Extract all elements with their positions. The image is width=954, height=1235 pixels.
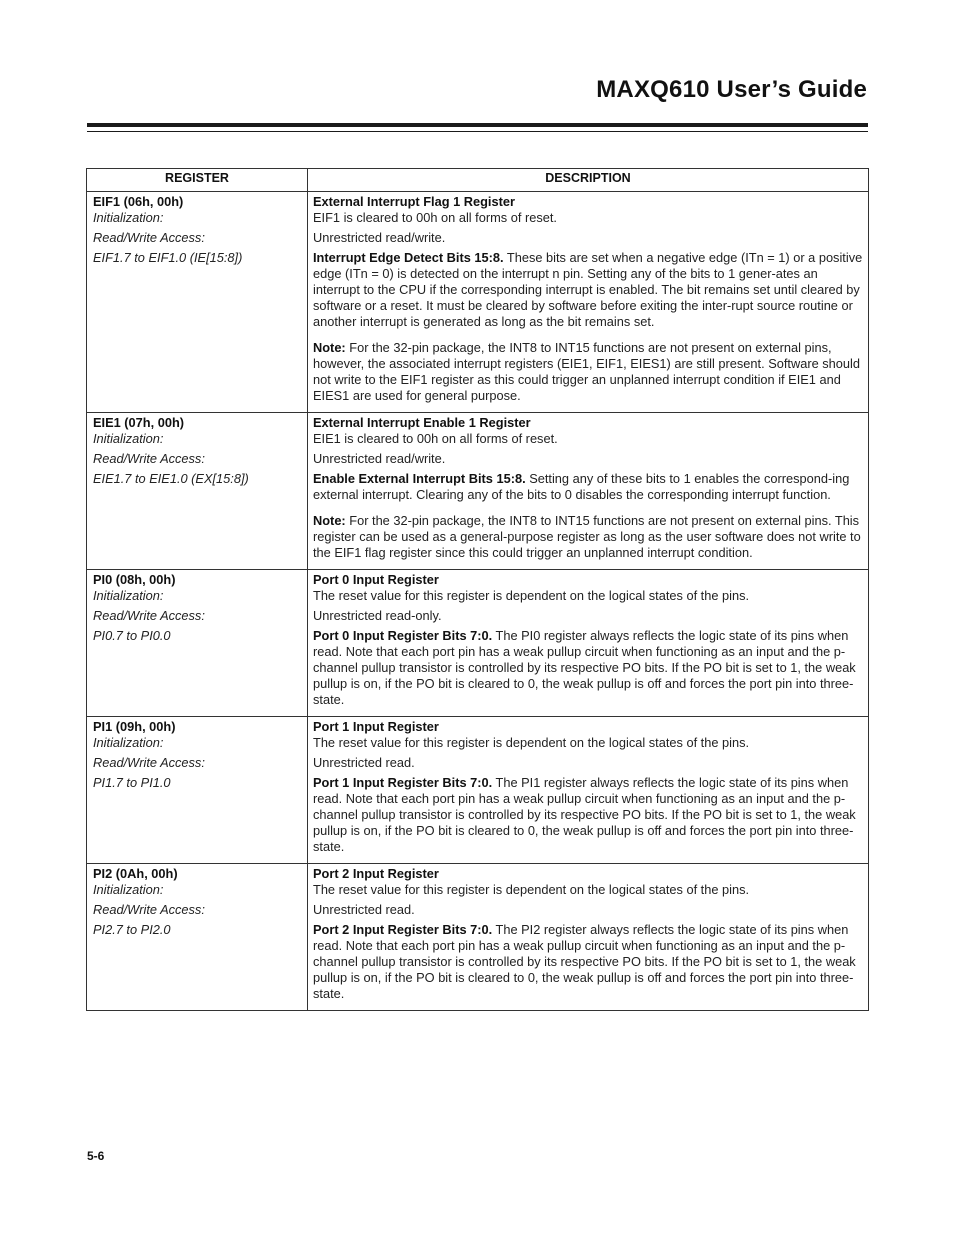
table-row: [87, 570, 869, 717]
table-row: [87, 192, 869, 413]
initialization-label: Initialization:: [93, 735, 164, 750]
initialization-label: Initialization:: [93, 431, 164, 446]
bits-description: [313, 471, 864, 503]
description-cell: [308, 864, 869, 1011]
register-bits-label: EIE1.7 to EIE1.0 (EX[15:8]): [93, 471, 249, 486]
register-cell: [87, 864, 308, 1011]
bits-description-text: The PI1 register always reflects the logic state of its pins when read. Note that each port pin has a weak pullup circuit when functioning as an input and the p-channel pullup transistor is controlled by its respective PO bits. If the PO bit is set to 1, the weak pullup is on, if the PO bit is cleared to 0, the weak pullup is off and forces the port pin into three-state.: [313, 775, 856, 854]
read-write-access-label: Read/Write Access:: [93, 451, 205, 466]
bits-description: [313, 628, 864, 708]
bits-description-lead: Port 0 Input Register Bits 7:0.: [313, 628, 493, 643]
description-cell: [308, 717, 869, 864]
read-write-access-text: Unrestricted read/write.: [313, 451, 446, 466]
initialization-text: EIF1 is cleared to 00h on all forms of reset.: [313, 210, 557, 225]
description-title: Port 2 Input Register: [313, 866, 439, 881]
bits-description-text: These bits are set when a negative edge (ITn = 1) or a positive edge (ITn = 0) is detected on the interrupt n pin. Setting any of the bits to 1 gener-ates an interrupt to the CPU if the corresponding interrupt is enabled. The bit remains set until cleared by software or a reset. It must be cleared by software before exiting the inter-rupt source routine or another interrupt is generated as long as the bit remains set.: [313, 250, 863, 329]
description-cell: [308, 413, 869, 570]
read-write-access-label: Read/Write Access:: [93, 755, 205, 770]
bits-description-text: The PI2 register always reflects the logic state of its pins when read. Note that each port pin has a weak pullup circuit when functioning as an input and the p-channel pullup transistor is controlled by its respective PO bits. If the PO bit is set to 1, the weak pullup is on, if the PO bit is cleared to 0, the weak pullup is off and forces the port pin into three-state.: [313, 922, 856, 1001]
read-write-access-text: Unrestricted read.: [313, 755, 415, 770]
register-bits-label: PI0.7 to PI0.0: [93, 628, 171, 643]
header-rule-thin: [87, 131, 868, 132]
read-write-access-text: Unrestricted read/write.: [313, 230, 446, 245]
table-row: [87, 717, 869, 864]
note-paragraph: [313, 513, 864, 561]
register-bits-label: PI2.7 to PI2.0: [93, 922, 171, 937]
register-cell: [87, 192, 308, 413]
initialization-text: The reset value for this register is dependent on the logical states of the pins.: [313, 588, 750, 603]
register-name: PI1 (09h, 00h): [93, 719, 176, 734]
register-name: EIF1 (06h, 00h): [93, 194, 184, 209]
register-cell: [87, 717, 308, 864]
read-write-access-text: Unrestricted read.: [313, 902, 415, 917]
bits-description-text: The PI0 register always reflects the logic state of its pins when read. Note that each port pin has a weak pullup circuit when functioning as an input and the p-channel pullup transistor is controlled by its respective PO bits. If the PO bit is set to 1, the weak pullup is on, if the PO bit is cleared to 0, the weak pullup is off and forces the port pin into three-state.: [313, 628, 856, 707]
table-header-row: [87, 169, 869, 192]
register-bits-label: PI1.7 to PI1.0: [93, 775, 171, 790]
register-cell: [87, 413, 308, 570]
table-row: [87, 864, 869, 1011]
description-title: External Interrupt Flag 1 Register: [313, 194, 515, 209]
bits-description: [313, 250, 864, 330]
initialization-label: Initialization:: [93, 588, 164, 603]
register-name: EIE1 (07h, 00h): [93, 415, 185, 430]
initialization-label: Initialization:: [93, 210, 164, 225]
read-write-access-label: Read/Write Access:: [93, 902, 205, 917]
bits-description-lead: Port 2 Input Register Bits 7:0.: [313, 922, 493, 937]
initialization-text: The reset value for this register is dependent on the logical states of the pins.: [313, 735, 750, 750]
description-title: Port 0 Input Register: [313, 572, 439, 587]
column-header-register: REGISTER: [87, 169, 308, 192]
bits-description-lead: Enable External Interrupt Bits 15:8.: [313, 471, 526, 486]
bits-description-text: Setting any of these bits to 1 enables the correspond-ing external interrupt. Clearing any of the bits to 0 disables the corresponding interrupt function.: [313, 471, 850, 502]
initialization-text: EIE1 is cleared to 00h on all forms of reset.: [313, 431, 558, 446]
table-row: [87, 413, 869, 570]
initialization-text: The reset value for this register is dependent on the logical states of the pins.: [313, 882, 750, 897]
header-rule-thick: [87, 123, 868, 127]
register-bits-label: EIF1.7 to EIF1.0 (IE[15:8]): [93, 250, 243, 265]
register-name: PI0 (08h, 00h): [93, 572, 176, 587]
description-cell: [308, 570, 869, 717]
read-write-access-text: Unrestricted read-only.: [313, 608, 442, 623]
column-header-description: DESCRIPTION: [308, 169, 869, 192]
note-paragraph: [313, 340, 864, 404]
read-write-access-label: Read/Write Access:: [93, 608, 205, 623]
bits-description-lead: Interrupt Edge Detect Bits 15:8.: [313, 250, 504, 265]
page-number: 5-6: [87, 1149, 105, 1163]
register-name: PI2 (0Ah, 00h): [93, 866, 178, 881]
note-lead: Note:: [313, 340, 346, 355]
bits-description: [313, 922, 864, 1002]
note-lead: Note:: [313, 513, 346, 528]
read-write-access-label: Read/Write Access:: [93, 230, 205, 245]
initialization-label: Initialization:: [93, 882, 164, 897]
bits-description-lead: Port 1 Input Register Bits 7:0.: [313, 775, 493, 790]
description-title: External Interrupt Enable 1 Register: [313, 415, 531, 430]
description-title: Port 1 Input Register: [313, 719, 439, 734]
note-text: For the 32-pin package, the INT8 to INT15 functions are not present on external pins. This register can be used as a general-purpose register as long as the user software does not write to the EIF1 flag register since this could trigger an unplanned interrupt condition.: [313, 513, 861, 560]
document-title: MAXQ610 User’s Guide: [596, 76, 867, 103]
register-cell: [87, 570, 308, 717]
register-table: [86, 168, 869, 1011]
description-cell: [308, 192, 869, 413]
note-text: For the 32-pin package, the INT8 to INT15 functions are not present on external pins, however, the associated interrupt registers (EIE1, EIF1, EIES1) are still present. Software should not write to the EIF1 register as this could trigger an unplanned interrupt condition if EIE1 and EIES1 are used for general purpose.: [313, 340, 860, 403]
bits-description: [313, 775, 864, 855]
